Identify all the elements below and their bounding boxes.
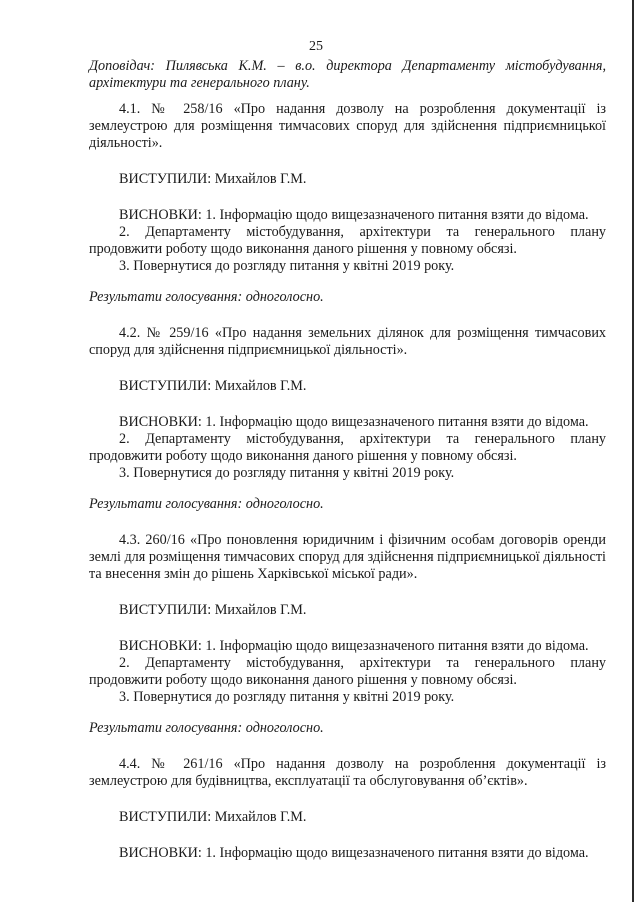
vote-result: Результати голосування: одноголосно. [89,720,324,736]
speakers-line: ВИСТУПИЛИ: Михайлов Г.М. [119,602,307,618]
vote-result: Результати голосування: одноголосно. [89,289,324,305]
conclusion-1: ВИСНОВКИ: 1. Інформацію щодо вищезазначеного питання взяти до відома. [119,207,589,223]
page-number: 25 [309,39,323,54]
reporter-line: Доповідач: Пилявська К.М. – в.о. директора Департаменту містобудування, архітектури та генерального плану. [89,58,606,91]
vote-result: Результати голосування: одноголосно. [89,496,324,512]
speakers-line: ВИСТУПИЛИ: Михайлов Г.М. [119,809,307,825]
document-body [89,58,606,862]
speakers-line: ВИСТУПИЛИ: Михайлов Г.М. [119,378,307,394]
item-title: 4.2. № 259/16 «Про надання земельних ділянок для розміщення тимчасових споруд для здійснення підприємницької діяльності». [89,325,606,358]
conclusion-2: 2. Департаменту містобудування, архітектури та генерального плану продовжити роботу щодо виконання даного рішення у повному обсязі. [89,224,606,257]
conclusion-1: ВИСНОВКИ: 1. Інформацію щодо вищезазначеного питання взяти до відома. [119,638,589,654]
conclusion-1: ВИСНОВКИ: 1. Інформацію щодо вищезазначеного питання взяти до відома. [119,414,589,430]
conclusion-3: 3. Повернутися до розгляду питання у квітні 2019 року. [119,689,455,705]
conclusion-1: ВИСНОВКИ: 1. Інформацію щодо вищезазначеного питання взяти до відома. [119,845,589,861]
conclusion-2: 2. Департаменту містобудування, архітектури та генерального плану продовжити роботу щодо виконання даного рішення у повному обсязі. [89,431,606,464]
speakers-line: ВИСТУПИЛИ: Михайлов Г.М. [119,171,307,187]
item-title: 4.3. 260/16 «Про поновлення юридичним і фізичним особам договорів оренди землі для розміщення тимчасових споруд для здійснення підприємницької діяльності та внесення змін до рішень Харківської міської ради». [89,532,606,582]
conclusion-3: 3. Повернутися до розгляду питання у квітні 2019 року. [119,465,455,481]
item-title: 4.1. № 258/16 «Про надання дозволу на розроблення документації із землеустрою для розміщення тимчасових споруд для здійснення підприємницької діяльності». [89,101,606,151]
conclusion-2: 2. Департаменту містобудування, архітектури та генерального плану продовжити роботу щодо виконання даного рішення у повному обсязі. [89,655,606,688]
item-title: 4.4. № 261/16 «Про надання дозволу на розроблення документації із землеустрою для будівництва, експлуатації та обслуговування об’єктів». [89,756,606,789]
conclusion-3: 3. Повернутися до розгляду питання у квітні 2019 року. [119,258,455,274]
